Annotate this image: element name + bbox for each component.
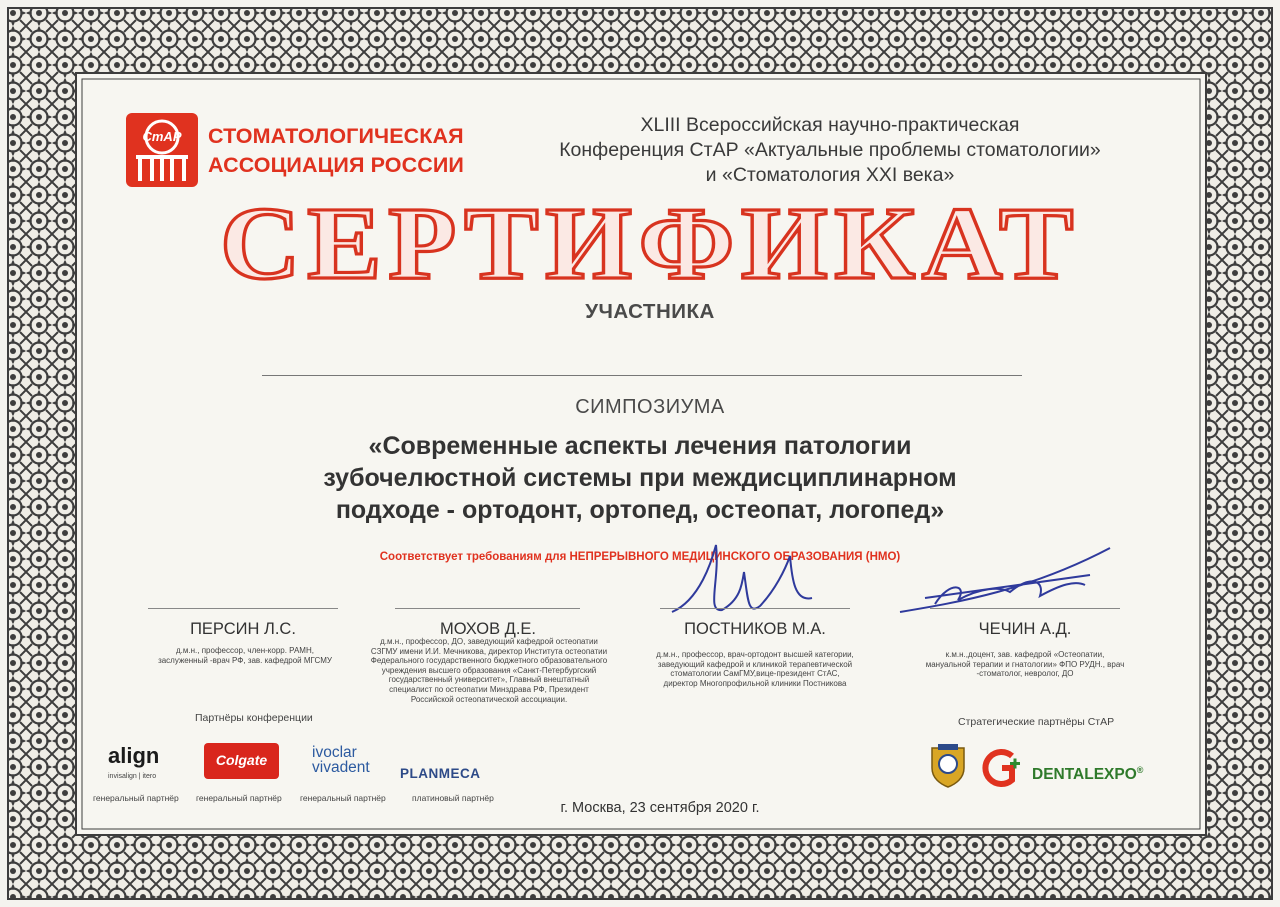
credential-line: стоматологии СамГМУ,вице-президент СтАС,	[670, 669, 840, 679]
colgate-logo	[204, 743, 279, 779]
dentalexpo-text: DENTALEXPO	[1032, 766, 1137, 784]
conference-title	[470, 113, 1190, 188]
dentalexpo-logo	[1032, 765, 1143, 784]
partner-role: платиновый партнёр	[412, 793, 494, 803]
credential-line: специалист по остеопатии Минздрава РФ, Президент	[389, 684, 589, 694]
credential-line: директор Многопрофильной клиники Постникова	[663, 678, 847, 688]
signatory-credentials	[130, 646, 360, 665]
nmo-prefix: Соответствует требованиям для	[379, 551, 570, 563]
credential-line: Российской остеопатической ассоциации.	[410, 694, 568, 704]
colgate-logo-text: Colgate	[215, 752, 268, 768]
dentalexpo-mark: ®	[1136, 765, 1144, 775]
tooth-emblem-icon	[126, 113, 198, 187]
credential-line: д.м.н., профессор, врач-ортодонт высшей категории,	[656, 650, 854, 659]
name-divider	[262, 375, 1022, 376]
certificate-subtitle: УЧАСТНИКА	[585, 300, 715, 323]
credential-line: к.м.н.,доцент, зав. кафедрой «Остеопатии,	[945, 650, 1105, 659]
planmeca-logo: PLANMECA	[400, 766, 481, 781]
star-partner-icon	[982, 748, 1022, 788]
partner-role: генеральный партнёр	[93, 793, 179, 803]
nmo-caps: НЕПРЕРЫВНОГО МЕДИЦИНСКОГО ОБРАЗОВАНИЯ (НМО)	[569, 551, 901, 563]
certificate-title	[150, 186, 1150, 296]
partners-label: Партнёры конференции	[195, 712, 313, 724]
ivoclar-line1: ivoclar	[312, 744, 357, 761]
credential-line: СЗГМУ имени И.И. Мечникова, директор Института остеопатии	[370, 646, 608, 656]
ivoclar-line2: vivadent	[312, 759, 370, 776]
ivoclar-vivadent-logo	[312, 745, 370, 775]
credential-line: д.м.н., профессор, член-корр. РАМН,	[176, 646, 314, 655]
emblem-icon	[928, 742, 968, 788]
signatory-credentials	[630, 650, 880, 688]
org-name-line2: АССОЦИАЦИЯ РОССИИ	[208, 153, 464, 177]
signatory-name: МОХОВ Д.Е.	[439, 620, 537, 638]
credential-line: -стоматолог, невролог, ДО	[976, 669, 1074, 679]
conference-line2: Конференция СтАР «Актуальные проблемы стоматологии»	[559, 139, 1101, 161]
credential-line: д.м.н., профессор, ДО, заведующий кафедрой остеопатии	[380, 637, 598, 646]
signature-line-persin	[148, 608, 338, 609]
signature-line-mokhov	[395, 608, 580, 609]
align-logo: align	[108, 743, 160, 768]
signature-line-postnikov	[660, 608, 850, 609]
nmo-statement	[190, 551, 1090, 563]
org-name-line1: СТОМАТОЛОГИЧЕСКАЯ	[208, 124, 464, 148]
partner-role: генеральный партнёр	[300, 793, 386, 803]
signatory-credentials	[358, 637, 620, 704]
signatory-name: ПОСТНИКОВ М.А.	[684, 620, 826, 638]
credential-line: мануальной терапии и гнатологии» ФПО РУДН., врач	[925, 659, 1125, 669]
topic-line1: «Современные аспекты лечения патологии	[368, 432, 912, 460]
credential-line: Федерального государственного бюджетного образовательного	[370, 656, 608, 666]
signature-line-chechin	[930, 608, 1120, 609]
conference-line1: XLIII Всероссийская научно-практическая	[640, 114, 1020, 136]
signatory-name: ПЕРСИН Л.С.	[190, 620, 296, 638]
partner-role: генеральный партнёр	[196, 793, 282, 803]
symposium-topic	[190, 430, 1090, 526]
topic-line2: зубочелюстной системы при междисциплинарном	[323, 464, 957, 492]
align-logo-sub: invisalign | itero	[108, 773, 157, 780]
conference-line3: и «Стоматология XXI века»	[705, 164, 955, 186]
star-logo	[126, 113, 198, 187]
signatory-name: ЧЕЧИН А.Д.	[978, 620, 1072, 638]
signatory-credentials	[900, 650, 1150, 679]
credential-line: заведующий кафедрой и клиникой терапевтической	[657, 659, 853, 669]
strategic-partners-label: Стратегические партнёры СтАР	[958, 716, 1115, 728]
logo-text: СтАР	[142, 129, 182, 144]
credential-line: заслуженный -врач РФ, зав. кафедрой МГСМУ	[158, 655, 332, 665]
event-type: СИМПОЗИУМА	[575, 396, 725, 418]
topic-line3: подходе - ортодонт, ортопед, остеопат, логопед»	[335, 496, 945, 524]
credential-line: государственный университет», Главный внештатный	[388, 675, 590, 685]
credential-line: учреждения высшего образования «Санкт-Петербургский	[381, 665, 597, 675]
city-date: г. Москва, 23 сентября 2020 г.	[560, 800, 760, 816]
certificate-title-text: СЕРТИФИКАТ	[220, 186, 1080, 296]
